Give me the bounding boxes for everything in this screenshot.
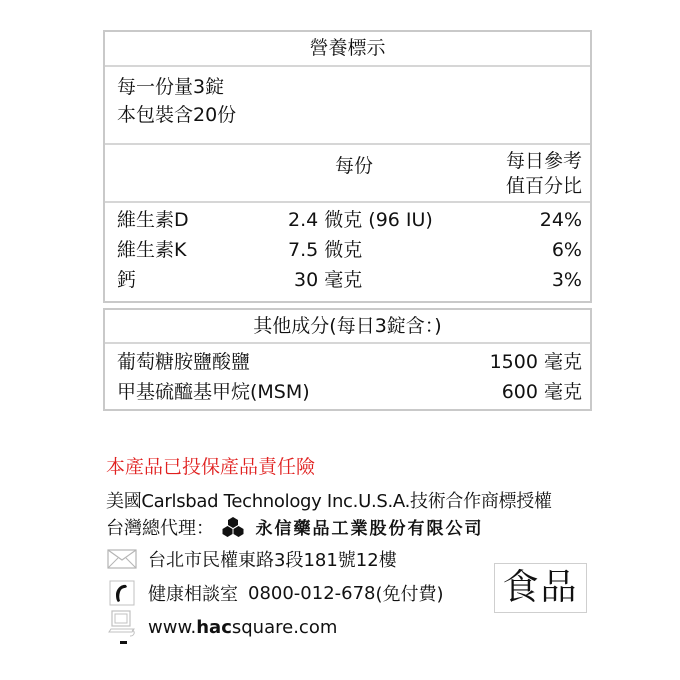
phone-number[interactable]: 0800-012-678 [248, 582, 376, 604]
column-header [105, 145, 590, 203]
other-ingredients-title: 其他成分(每日3錠含：) [105, 310, 590, 344]
nutrient-amount: 30 毫克 [288, 269, 363, 291]
ingredient-row [105, 377, 590, 407]
servings-per-package: 本包裝含20份 [117, 104, 237, 126]
food-badge: 食品 [494, 563, 587, 613]
ingredient-name: 甲基硫醯基甲烷(MSM) [117, 381, 310, 403]
nutrient-row [105, 235, 590, 265]
company-logo-icon [222, 517, 244, 542]
ingredient-amount: 600 毫克 [501, 381, 582, 403]
per-serving-header: 每份 [335, 155, 374, 177]
agent-label: 台灣總代理： [106, 518, 214, 539]
license-line: 美國Carlsbad Technology Inc.U.S.A.技術合作商標授權 [106, 491, 552, 512]
daily-value-header [506, 149, 582, 199]
insurance-notice: 本產品已投保產品責任險 [106, 456, 316, 478]
nutrient-name: 維生素D [117, 209, 189, 231]
website-line [106, 614, 337, 640]
nutrient-row [105, 265, 590, 295]
website-link[interactable] [148, 617, 337, 638]
envelope-icon [106, 546, 138, 572]
phone-line [106, 580, 444, 606]
nutrient-name: 鈣 [117, 269, 137, 291]
website-suffix: square.com [231, 616, 338, 638]
ingredient-amount: 1500 毫克 [489, 351, 582, 373]
nutrition-title: 營養標示 [105, 32, 590, 67]
address-text: 台北市民權東路3段181號12樓 [148, 550, 397, 571]
nutrient-percent: 6% [551, 239, 582, 261]
nutrient-amount: 2.4 微克 (96 IU) [288, 209, 433, 231]
nutrient-row [105, 205, 590, 235]
nutrition-facts-table [103, 30, 592, 303]
phone-icon [106, 580, 138, 606]
agent-line [106, 514, 483, 542]
serving-size: 每一份量3錠 [117, 76, 225, 98]
computer-icon [106, 614, 138, 640]
nutrient-amount: 7.5 微克 [288, 239, 363, 261]
phone-label: 健康相談室 [148, 584, 238, 605]
other-ingredients-table [103, 308, 592, 411]
phone-note: (免付費) [375, 584, 444, 605]
website-prefix: www. [148, 616, 197, 638]
nutrient-name: 維生素K [117, 239, 187, 261]
daily-value-header-line2: 值百分比 [505, 175, 582, 197]
website-bold: hac [196, 616, 232, 638]
nutrient-percent: 3% [551, 269, 582, 291]
nutrient-percent: 24% [539, 209, 582, 231]
ingredient-name: 葡萄糖胺鹽酸鹽 [117, 351, 251, 373]
address-line [106, 546, 397, 572]
ingredient-row [105, 347, 590, 377]
agent-company: 永信藥品工業股份有限公司 [255, 519, 484, 539]
daily-value-header-line1: 每日參考 [505, 150, 582, 172]
serving-info [105, 67, 590, 145]
